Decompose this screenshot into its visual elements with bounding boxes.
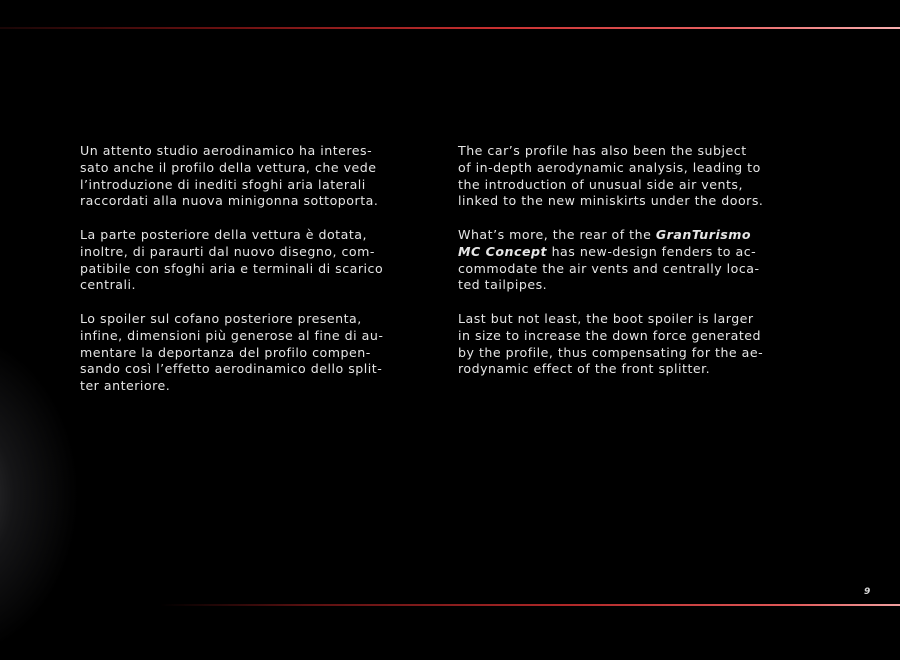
page-number: 9 bbox=[864, 587, 871, 597]
text-line: infine, dimensioni più generose al fine di au- bbox=[80, 327, 384, 343]
italian-paragraph-2 bbox=[80, 227, 440, 294]
top-red-rule bbox=[0, 27, 900, 29]
text-line: ted tailpipes. bbox=[458, 277, 548, 293]
text-line: patibile con sfoghi aria e terminali di scarico bbox=[80, 260, 384, 276]
english-paragraph-3 bbox=[458, 311, 818, 378]
text-line: sando così l’effetto aerodinamico dello split- bbox=[80, 361, 383, 377]
english-paragraph-2 bbox=[458, 227, 818, 294]
text-line: Un attento studio aerodinamico ha interes- bbox=[80, 143, 373, 158]
text-line: in size to increase the down force generated bbox=[458, 327, 762, 343]
text-line: rodynamic effect of the front splitter. bbox=[458, 361, 711, 377]
italian-paragraph-3 bbox=[80, 311, 440, 395]
english-column bbox=[458, 143, 818, 395]
text-line: inoltre, di paraurti dal nuovo disegno, com- bbox=[80, 243, 375, 259]
text-line: centrali. bbox=[80, 277, 136, 293]
text-line: the introduction of unusual side air vents, bbox=[458, 176, 743, 192]
text-run: What’s more, the rear of the bbox=[458, 226, 656, 242]
italian-paragraph-1 bbox=[80, 143, 440, 210]
text-line: l’introduzione di inediti sfoghi aria laterali bbox=[80, 176, 366, 192]
text-line: sato anche il profilo della vettura, che vede bbox=[80, 159, 377, 175]
text-line: The car’s profile has also been the subject bbox=[458, 143, 747, 158]
text-line: Lo spoiler sul cofano posteriore presenta, bbox=[80, 310, 362, 326]
text-line bbox=[458, 244, 818, 261]
text-line: commodate the air vents and centrally loca- bbox=[458, 260, 760, 276]
text-line: Last but not least, the boot spoiler is larger bbox=[458, 310, 754, 326]
text-line: raccordati alla nuova minigonna sottoporta. bbox=[80, 193, 379, 209]
text-line: linked to the new miniskirts under the doors. bbox=[458, 193, 764, 209]
brand-name: MC Concept bbox=[458, 243, 548, 259]
text-line: of in-depth aerodynamic analysis, leading to bbox=[458, 159, 761, 175]
bottom-red-rule bbox=[160, 604, 900, 606]
brand-name: GranTurismo bbox=[655, 226, 752, 242]
text-line bbox=[458, 227, 818, 244]
text-line: ter anteriore. bbox=[80, 378, 171, 394]
text-run: has new-design fenders to ac- bbox=[547, 243, 757, 259]
italian-column bbox=[80, 143, 440, 412]
text-line: by the profile, thus compensating for the ae- bbox=[458, 344, 764, 360]
text-line: La parte posteriore della vettura è dotata, bbox=[80, 226, 367, 242]
text-line: mentare la deportanza del profilo compen- bbox=[80, 344, 371, 360]
english-paragraph-1 bbox=[458, 143, 818, 210]
